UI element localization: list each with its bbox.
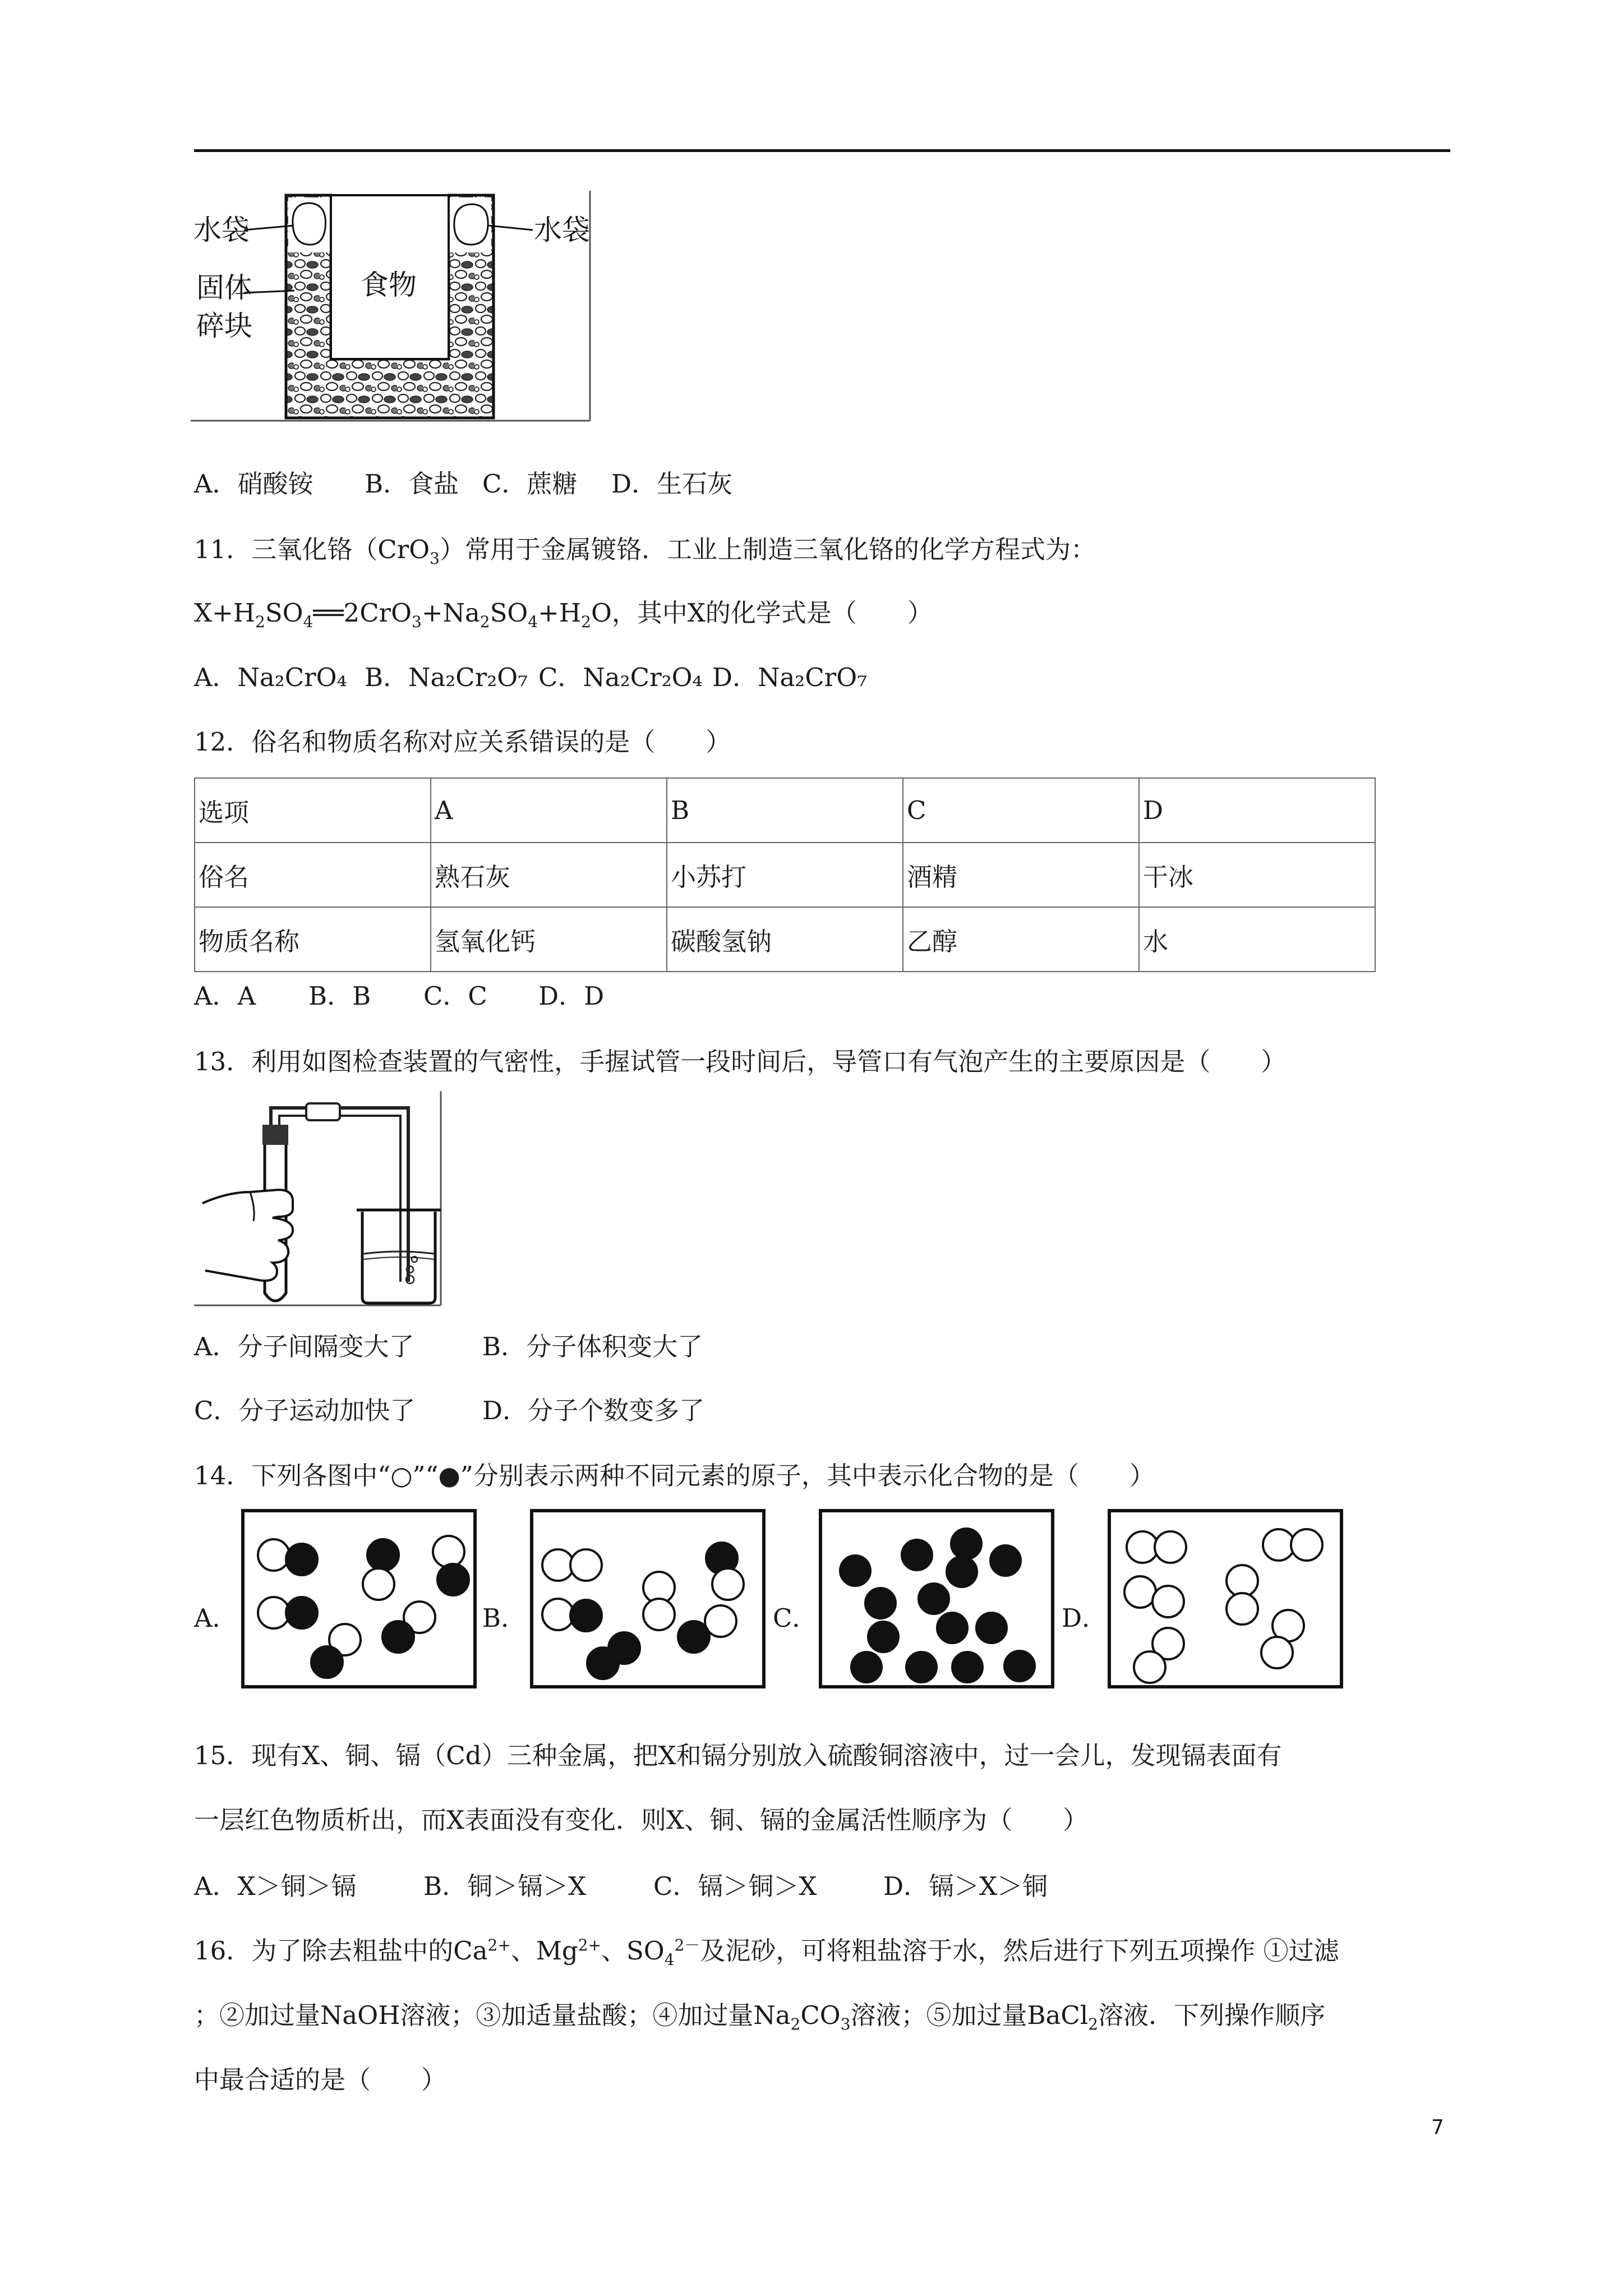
table-cell: C bbox=[903, 778, 1139, 843]
q14-label-a: A． bbox=[194, 1603, 238, 1633]
table-cell: B bbox=[667, 778, 903, 843]
q11-equation: $X+H_2SO_4══2CrO_3+Na_2SO_4+H_2O$，其中X的化学式是（ ） bbox=[194, 598, 933, 631]
q16-stem-line-3: 中最合适的是（ ） bbox=[194, 2065, 447, 2095]
q14-label-b: B． bbox=[482, 1603, 527, 1633]
table-row bbox=[195, 778, 1375, 843]
q15-stem-line-1: 15．现有X、铜、镉（Cd）三种金属，把X和镉分别放入硫酸铜溶液中，过一会儿，发现镉表面有 bbox=[194, 1741, 1282, 1770]
table-cell: 乙醇 bbox=[903, 907, 1139, 972]
q14-diagram-a bbox=[241, 1509, 477, 1688]
q10-option-a: A．硝酸铵 bbox=[194, 469, 313, 499]
q13-option-a: A．分子间隔变大了 bbox=[194, 1332, 414, 1361]
q16-stem-line-2: ；②加过量NaOH溶液；③加适量盐酸；④加过量$Na_2CO_3$溶液；⑤加过量BaCl$_2$溶液．下列操作顺序 bbox=[194, 2000, 1326, 2033]
q15-option-d: D．镉＞X＞铜 bbox=[883, 1871, 1048, 1901]
q12-option-a: A．A bbox=[194, 981, 256, 1011]
q14-diagram-c bbox=[819, 1509, 1054, 1688]
table-row bbox=[195, 907, 1375, 972]
q11-option-a: A．Na₂CrO₄ bbox=[194, 662, 347, 692]
q16-stem-line-1: 16．为了除去粗盐中的$Ca^{2+}$、$Mg^{2+}$、$SO_4^{2-}$及泥砂，可将粗盐溶于水，然后进行下列五项操作 ①过滤 bbox=[194, 1936, 1339, 1969]
page-number: 7 bbox=[1431, 2116, 1444, 2139]
q14-stem: 14．下列各图中“○”“●”分别表示两种不同元素的原子，其中表示化合物的是（ ） bbox=[194, 1461, 1155, 1490]
q13-option-c: C．分子运动加快了 bbox=[194, 1396, 416, 1425]
q12-option-b: B．B bbox=[308, 981, 371, 1011]
q12-option-c: C．C bbox=[423, 981, 487, 1011]
table-cell: 干冰 bbox=[1139, 843, 1375, 907]
table-cell: 熟石灰 bbox=[431, 843, 667, 907]
label-water-bag-right: 水袋 bbox=[534, 214, 590, 246]
table-cell: 小苏打 bbox=[667, 843, 903, 907]
q11-option-c: C．Na₂Cr₂O₄ bbox=[538, 662, 703, 692]
label-solid-1: 固体 bbox=[196, 272, 252, 304]
q14-diagram-b bbox=[530, 1509, 766, 1688]
q11-option-b: B．Na₂Cr₂O₇ bbox=[365, 662, 528, 692]
table-cell: 俗名 bbox=[195, 843, 431, 907]
q10-option-d: D．生石灰 bbox=[611, 469, 733, 499]
label-solid-2: 碎块 bbox=[196, 310, 252, 342]
q12-stem: 12．俗名和物质名称对应关系错误的是（ ） bbox=[194, 727, 731, 757]
q13-stem: 13．利用如图检查装置的气密性，手握试管一段时间后，导管口有气泡产生的主要原因是（ ） bbox=[194, 1047, 1287, 1076]
table-cell: 氢氧化钙 bbox=[431, 907, 667, 972]
q15-stem-line-2: 一层红色物质析出，而X表面没有变化．则X、铜、镉的金属活性顺序为（ ） bbox=[194, 1805, 1089, 1835]
q14-label-d: D． bbox=[1062, 1603, 1108, 1633]
q13-option-b: B．分子体积变大了 bbox=[482, 1332, 703, 1361]
q12-option-d: D．D bbox=[538, 981, 605, 1011]
label-food: 食物 bbox=[361, 269, 417, 301]
table-cell: D bbox=[1139, 778, 1375, 843]
label-water-bag-left: 水袋 bbox=[193, 214, 250, 246]
q12-table bbox=[194, 777, 1376, 972]
q15-option-a: A．X＞铜＞镉 bbox=[194, 1871, 357, 1901]
q14-diagram-d bbox=[1108, 1509, 1343, 1688]
q15-option-c: C．镉＞铜＞X bbox=[653, 1871, 817, 1901]
q13-airtightness-apparatus-figure bbox=[194, 1091, 446, 1310]
q11-stem: 11．三氧化铬（CrO$_3$）常用于金属镀铬．工业上制造三氧化铬的化学方程式为： bbox=[194, 535, 1096, 568]
q10-cold-box-figure bbox=[191, 191, 594, 426]
table-cell: 水 bbox=[1139, 907, 1375, 972]
q13-option-d: D．分子个数变多了 bbox=[482, 1396, 705, 1425]
table-row bbox=[195, 843, 1375, 907]
q14-label-c: C． bbox=[773, 1603, 818, 1633]
q11-option-d: D．Na₂CrO₇ bbox=[712, 662, 868, 692]
table-cell: A bbox=[431, 778, 667, 843]
q15-option-b: B．铜＞镉＞X bbox=[423, 1871, 587, 1901]
table-cell: 酒精 bbox=[903, 843, 1139, 907]
table-cell: 物质名称 bbox=[195, 907, 431, 972]
table-cell: 碳酸氢钠 bbox=[667, 907, 903, 972]
header-rule bbox=[194, 149, 1450, 152]
q10-option-b: B．食盐 bbox=[365, 469, 459, 499]
table-cell: 选项 bbox=[195, 778, 431, 843]
q10-option-c: C．蔗糖 bbox=[482, 469, 578, 499]
